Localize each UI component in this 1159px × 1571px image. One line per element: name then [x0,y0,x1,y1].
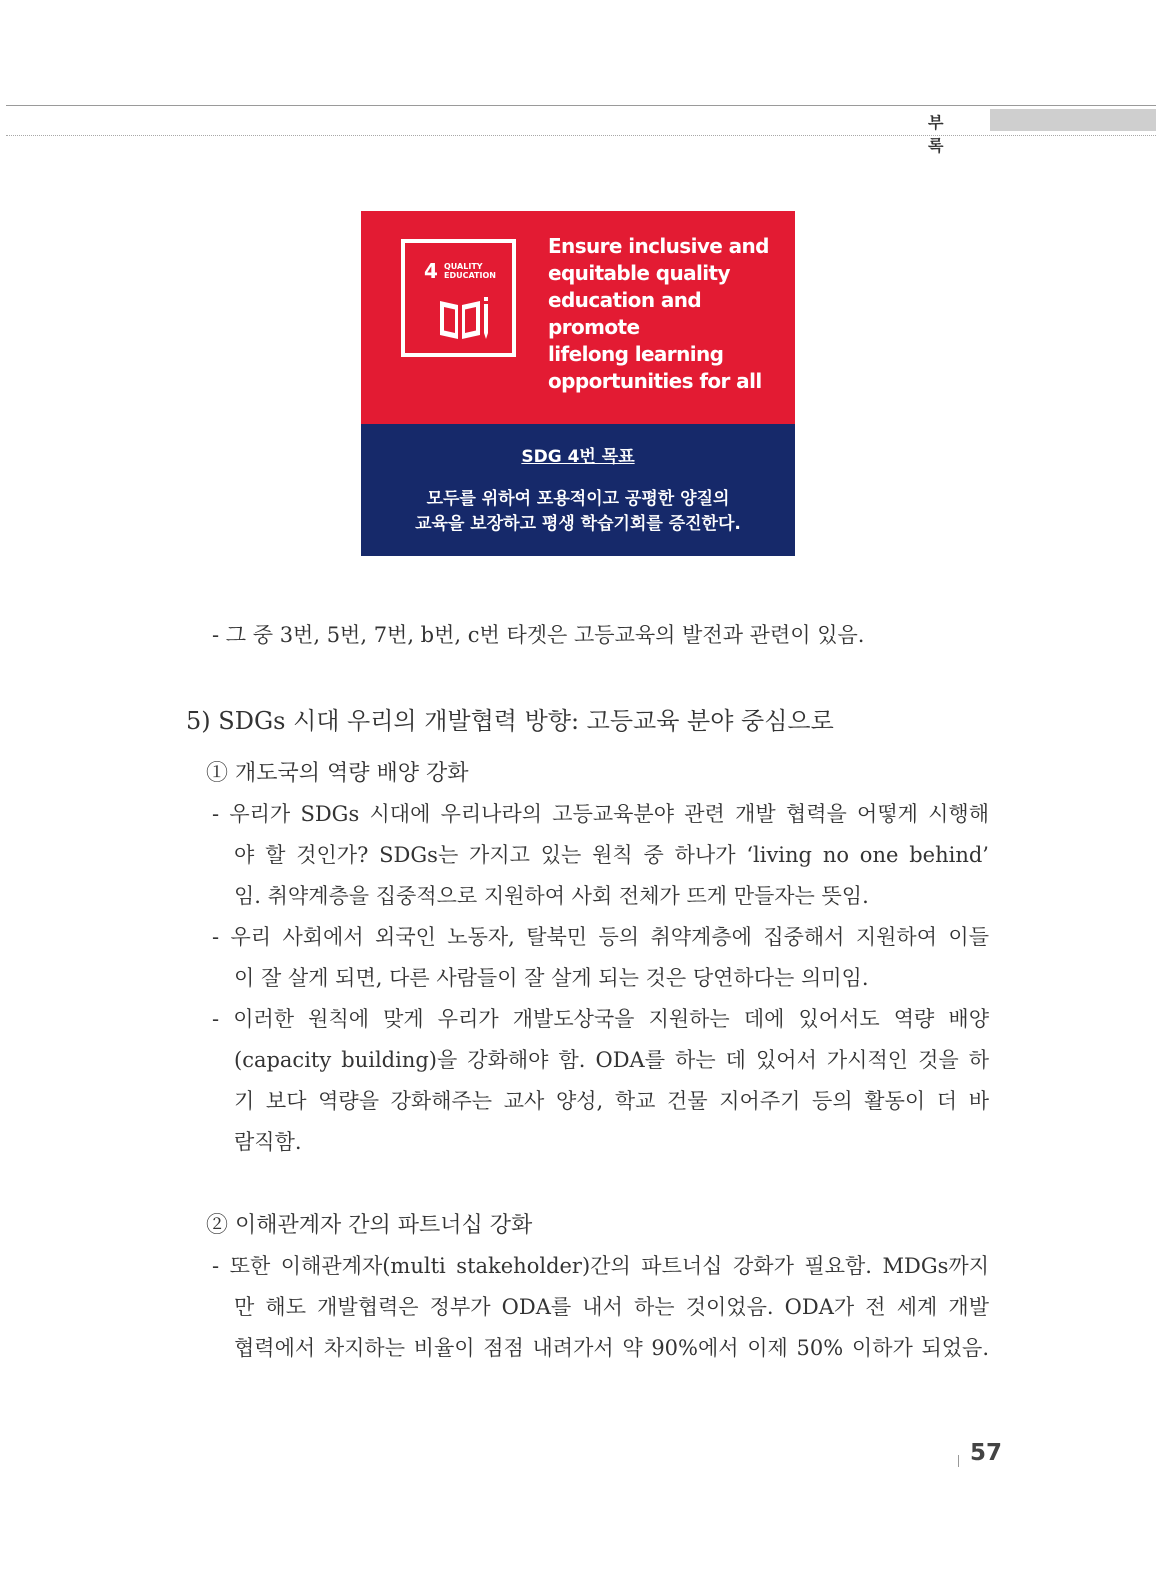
subsection-2-title: ② 이해관계자 간의 파트너십 강화 [206,1213,533,1238]
sdg4-icon-label-line2: EDUCATION [444,271,496,280]
sdg4-caption-line: 교육을 보장하고 평생 학습기회를 증진한다. [415,514,741,534]
header-rule [6,105,1156,106]
paragraph-line: 기 보다 역량을 강화해주는 교사 양성, 학교 건물 지어주기 등의 활동이 더 바 [234,1089,989,1113]
paragraph-line: 임. 취약계층을 집중적으로 지원하여 사회 전체가 뜨게 만들자는 뜻임. [234,884,869,908]
sdg4-goal-title-line: Ensure inclusive and [548,234,769,258]
paragraph-line: - 또한 이해관계자(multi stakeholder)간의 파트너십 강화가 필요함. MDGs까지 [212,1254,989,1278]
sdg4-card-top [361,211,795,424]
paragraph-line: (capacity building)을 강화해야 함. ODA를 하는 데 있어서 가시적인 것을 하 [234,1048,989,1072]
sdg4-goal-title-line: equitable quality [548,261,730,285]
book-pencil-icon [438,295,490,341]
sdg4-card [361,211,795,556]
paragraph-line: - 이러한 원칙에 맞게 우리가 개발도상국을 지원하는 데에 있어서도 역량 배양 [212,1007,989,1031]
section-label: 부 록 [928,113,958,155]
sdg4-goal-title-line: education and promote [548,288,702,339]
sdg4-caption-text [361,487,795,537]
sdg4-goal-title-line: lifelong learning [548,342,724,366]
subsection-1-title: ① 개도국의 역량 배양 강화 [206,761,469,786]
page-number: 57 [970,1440,1003,1466]
intro-bullet: - 그 중 3번, 5번, 7번, b번, c번 타겟은 고등교육의 발전과 관련이 있음. [212,623,865,647]
paragraph-line: - 우리 사회에서 외국인 노동자, 탈북민 등의 취약계층에 집중해서 지원하여 이들 [212,925,989,949]
sdg4-icon-label [444,262,504,280]
paragraph-line: 람직함. [234,1130,302,1154]
sdg4-goal-number: 4 [424,259,438,283]
page-number-mark [958,1455,959,1467]
section-title: 5) SDGs 시대 우리의 개발협력 방향: 고등교육 분야 중심으로 [186,707,834,735]
sdg4-caption-title: SDG 4번 목표 [521,447,635,467]
sdg4-icon [401,239,516,357]
sdg4-icon-label-line1: QUALITY [444,262,483,271]
sdg4-caption-line: 모두를 위하여 포용적이고 공평한 양질의 [426,489,730,509]
paragraph-line: - 우리가 SDGs 시대에 우리나라의 고등교육분야 관련 개발 협력을 어떻게 시행해 [212,802,989,826]
sdg4-goal-title-line: opportunities for all [548,369,762,393]
paragraph-line: 만 해도 개발협력은 정부가 ODA를 내서 하는 것이었음. ODA가 전 세계 개발 [234,1295,989,1319]
header-dotted-rule [6,135,1156,136]
header-bar [990,109,1156,131]
paragraph-line: 야 할 것인가? SDGs는 가지고 있는 원칙 중 하나가 ‘living no one behind’ [234,843,989,867]
sdg4-goal-title [548,233,794,395]
paragraph-line: 협력에서 차지하는 비율이 점점 내려가서 약 90%에서 이제 50% 이하가 되었음. [234,1336,989,1360]
paragraph-line: 이 잘 살게 되면, 다른 사람들이 잘 살게 되는 것은 당연하다는 의미임. [234,966,869,990]
